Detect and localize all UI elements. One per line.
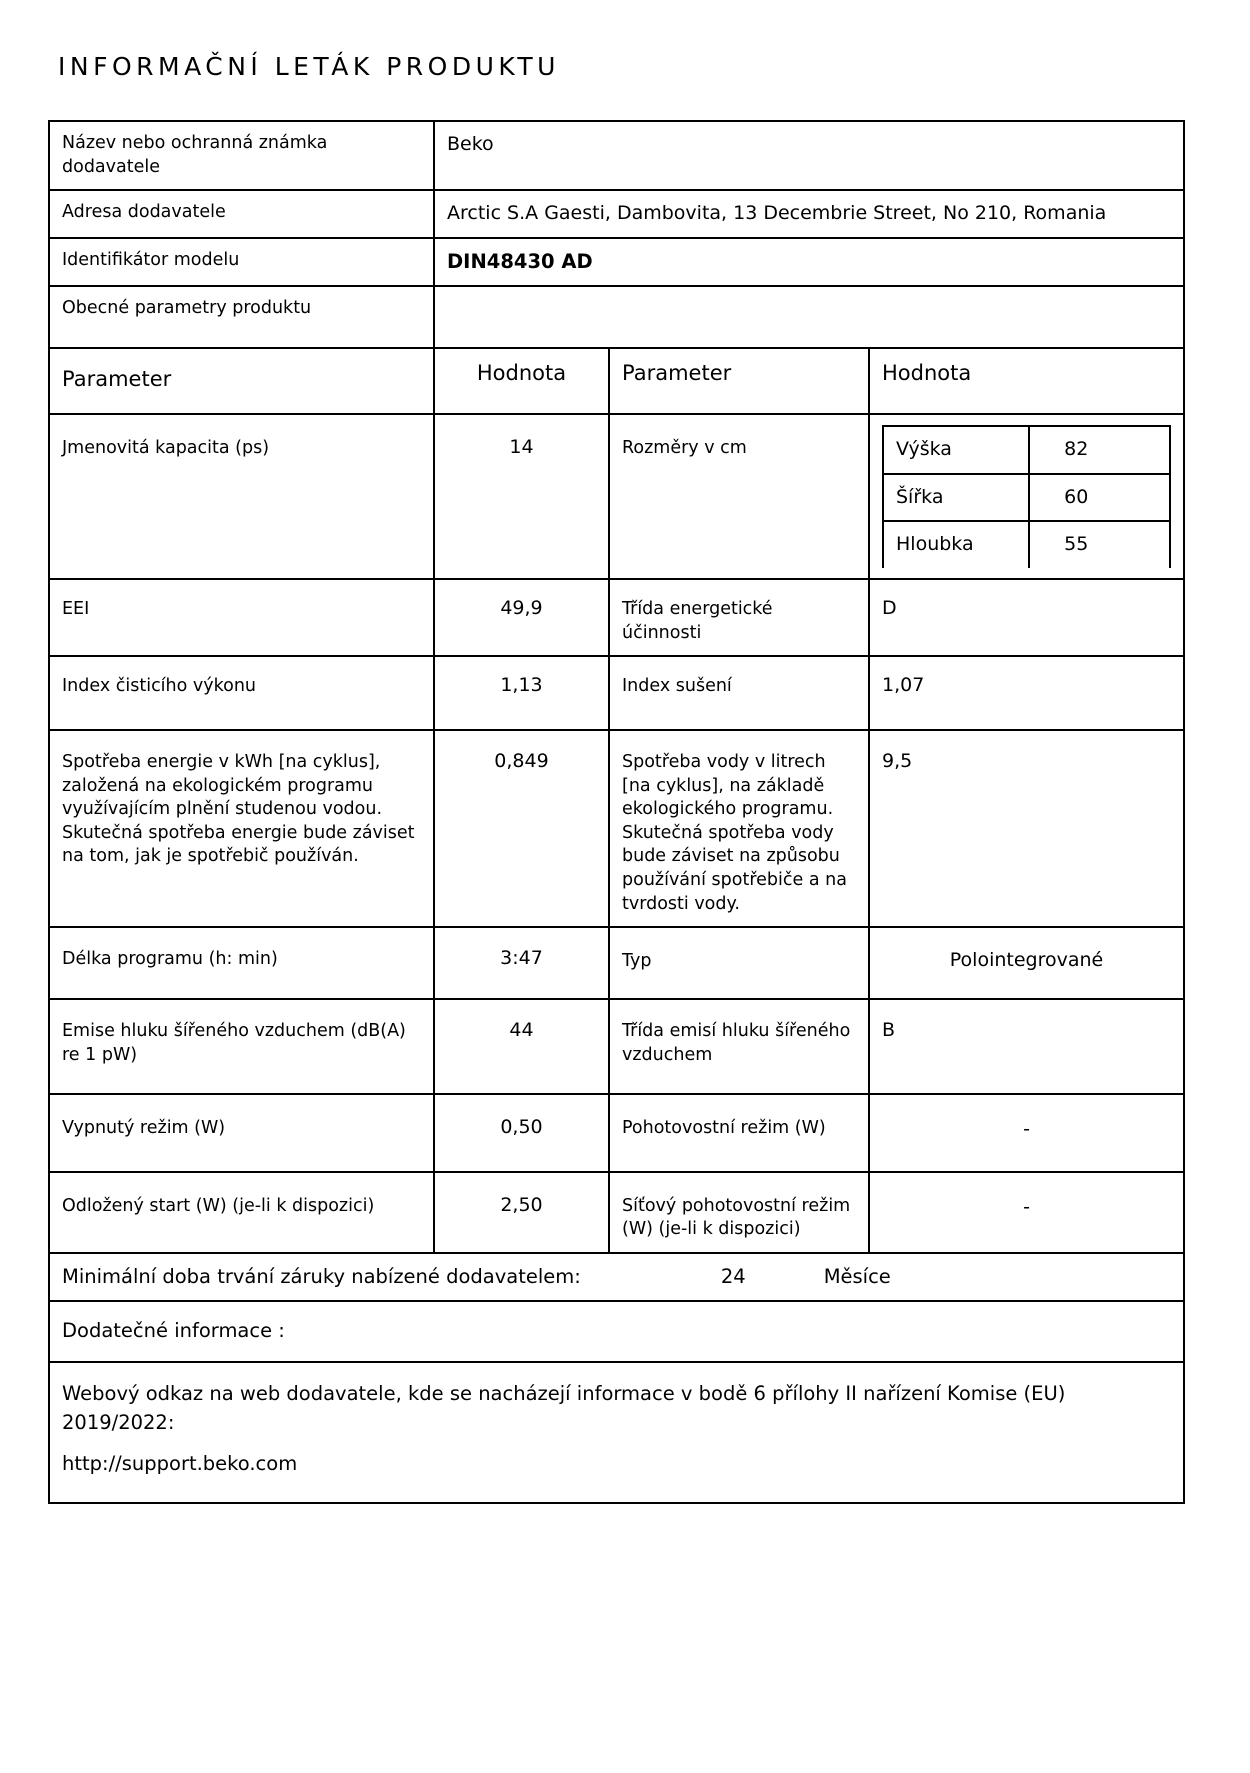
standby-mode-value: - [869, 1094, 1184, 1172]
table-row-warranty [49, 1253, 1184, 1301]
table-row [49, 1172, 1184, 1253]
model-id-value: DIN48430 AD [434, 238, 1184, 286]
table-row [49, 414, 1184, 579]
drying-index-value: 1,07 [869, 656, 1184, 730]
table-row-supplier-address [49, 190, 1184, 238]
noise-emission-label: Emise hluku šířeného vzduchem (dB(A) re 1 pW) [49, 999, 434, 1094]
page-title: INFORMAČNÍ LETÁK PRODUKTU [58, 52, 560, 81]
table-row-weblink [49, 1362, 1184, 1503]
dimension-row-depth [883, 521, 1170, 568]
standby-mode-label: Pohotovostní režim (W) [609, 1094, 869, 1172]
dimensions-subtable [882, 425, 1171, 568]
eei-value: 49,9 [434, 579, 609, 656]
general-parameters-label: Obecné parametry produktu [49, 286, 434, 348]
table-row [49, 927, 1184, 999]
table-row-model-id [49, 238, 1184, 286]
header-value-left: Hodnota [434, 348, 609, 414]
table-row [49, 656, 1184, 730]
table-row [49, 1094, 1184, 1172]
dimension-height-value: 82 [1029, 426, 1170, 474]
dimension-row-height [883, 426, 1170, 474]
model-id-label: Identifikátor modelu [49, 238, 434, 286]
program-duration-label: Délka programu (h: min) [49, 927, 434, 999]
networked-standby-value: - [869, 1172, 1184, 1253]
dimensions-value-group [869, 414, 1184, 579]
noise-class-value: B [869, 999, 1184, 1094]
type-label: Typ [609, 927, 869, 999]
table-row-supplier-name [49, 121, 1184, 190]
header-parameter-right: Parameter [609, 348, 869, 414]
product-information-table [48, 120, 1185, 1504]
warranty-value: 24 [720, 1265, 746, 1289]
delay-start-value: 2,50 [434, 1172, 609, 1253]
dimension-depth-label: Hloubka [883, 521, 1029, 568]
table-row-additional-info [49, 1301, 1184, 1361]
table-row [49, 730, 1184, 927]
off-mode-value: 0,50 [434, 1094, 609, 1172]
supplier-website-link[interactable]: http://support.beko.com [62, 1452, 298, 1476]
cleaning-index-value: 1,13 [434, 656, 609, 730]
cleaning-index-label: Index čisticího výkonu [49, 656, 434, 730]
delay-start-label: Odložený start (W) (je-li k dispozici) [49, 1172, 434, 1253]
energy-class-label: Třída energetické účinnosti [609, 579, 869, 656]
drying-index-label: Index sušení [609, 656, 869, 730]
noise-emission-value: 44 [434, 999, 609, 1094]
warranty-unit: Měsíce [823, 1265, 891, 1289]
general-parameters-value [434, 286, 1184, 348]
supplier-address-value: Arctic S.A Gaesti, Dambovita, 13 Decembrie Street, No 210, Romania [434, 190, 1184, 238]
dimension-depth-value: 55 [1029, 521, 1170, 568]
header-value-right: Hodnota [869, 348, 1184, 414]
warranty-label: Minimální doba trvání záruky nabízené dodavatelem: [62, 1265, 581, 1289]
dimension-row-width [883, 474, 1170, 522]
table-row [49, 579, 1184, 656]
type-value: Polointegrované [869, 927, 1184, 999]
noise-class-label: Třída emisí hluku šířeného vzduchem [609, 999, 869, 1094]
table-header-row [49, 348, 1184, 414]
rated-capacity-value: 14 [434, 414, 609, 579]
dimension-height-label: Výška [883, 426, 1029, 474]
dimension-width-label: Šířka [883, 474, 1029, 522]
eei-label: EEI [49, 579, 434, 656]
energy-class-value: D [869, 579, 1184, 656]
supplier-name-value: Beko [434, 121, 1184, 190]
weblink-cell [49, 1362, 1184, 1503]
energy-consumption-label: Spotřeba energie v kWh [na cyklus], založená na ekologickém programu využívajícím plnění studenou vodou. Skutečná spotřeba energie bude záviset na tom, jak je spotřebič používán. [49, 730, 434, 927]
dimension-width-value: 60 [1029, 474, 1170, 522]
water-consumption-label: Spotřeba vody v litrech [na cyklus], na základě ekologického programu. Skutečná spotřeba vody bude záviset na způsobu používání spotřebiče a na tvrdosti vody. [609, 730, 869, 927]
water-consumption-value: 9,5 [869, 730, 1184, 927]
energy-consumption-value: 0,849 [434, 730, 609, 927]
networked-standby-label: Síťový pohotovostní režim (W) (je-li k dispozici) [609, 1172, 869, 1253]
table-row-general-parameters [49, 286, 1184, 348]
supplier-address-label: Adresa dodavatele [49, 190, 434, 238]
warranty-cell [49, 1253, 1184, 1301]
off-mode-label: Vypnutý režim (W) [49, 1094, 434, 1172]
dimensions-label: Rozměry v cm [609, 414, 869, 579]
table-row [49, 999, 1184, 1094]
additional-info-label: Dodatečné informace : [49, 1301, 1184, 1361]
program-duration-value: 3:47 [434, 927, 609, 999]
supplier-name-label: Název nebo ochranná známka dodavatele [49, 121, 434, 190]
weblink-text: Webový odkaz na web dodavatele, kde se nacházejí informace v bodě 6 přílohy II nařízení Komise (EU) 2019/2022: [62, 1381, 1066, 1434]
header-parameter-left: Parameter [49, 348, 434, 414]
rated-capacity-label: Jmenovitá kapacita (ps) [49, 414, 434, 579]
